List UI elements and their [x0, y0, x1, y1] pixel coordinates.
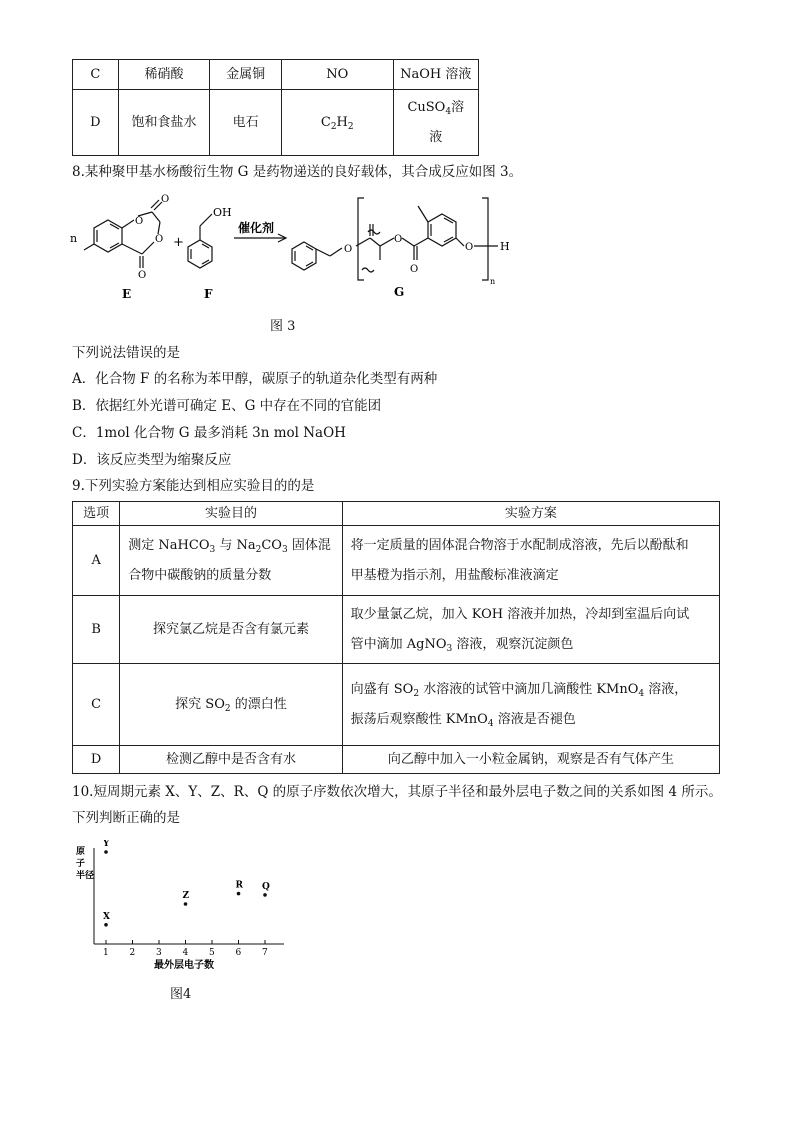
scheme-o-atom: O: [410, 264, 419, 275]
gas-preparation-table: [72, 59, 479, 156]
scheme-n-sub: n: [490, 277, 496, 286]
point-label-q: Q: [262, 881, 270, 892]
text: H: [336, 114, 348, 130]
point-label-z: Z: [182, 891, 190, 901]
scheme-n-label: n: [70, 232, 78, 245]
option-a: A．化合物 F 的名称为苯甲醇，碳原子的轨道杂化类型有两种: [72, 371, 438, 387]
data-point-y: [104, 850, 108, 854]
subscript: 3: [446, 643, 453, 654]
table-cell-purpose: 探究氯乙烷是否含有氯元素: [120, 596, 342, 664]
x-tick-label: 7: [262, 948, 268, 958]
table-cell-gas: NO: [281, 60, 393, 90]
scheme-catalyst: 催化剂: [238, 221, 275, 235]
table-cell-option: B: [73, 596, 120, 664]
y-axis-label-2: 子: [76, 859, 86, 869]
text: 振荡后观察酸性 KMnO: [350, 711, 488, 727]
table-cell-reagent1: 饱和食盐水: [118, 90, 210, 156]
text: 溶液，观察沉淀颜色: [452, 636, 574, 652]
data-points: [102, 840, 270, 927]
x-axis-label: 最外层电子数: [154, 960, 214, 971]
text: 的漂白性: [230, 696, 287, 712]
table-cell-reagent2: 电石: [210, 90, 282, 156]
benzene-ring-e: [94, 220, 122, 252]
option-b: B．依据红外光谱可确定 E、G 中存在不同的官能团: [72, 398, 382, 414]
text: 管中滴加 AgNO: [350, 636, 447, 652]
data-point-r: [237, 892, 241, 896]
text: 将一定质量的固体混合物溶于水配制成溶液，先后以酚酞和: [350, 537, 689, 553]
figure-4-caption: 图4: [170, 987, 192, 1002]
subscript: 4: [638, 688, 645, 699]
table-cell-reagent1: 稀硝酸: [118, 60, 210, 90]
text: 与 Na: [215, 537, 256, 553]
label-e: E: [122, 287, 132, 301]
scheme-oh: OH: [213, 206, 232, 219]
table-cell-plan: 向乙醇中加入一小粒金属钠，观察是否有气体产生: [342, 746, 719, 774]
table-cell-option: C: [73, 60, 119, 90]
subscript: 2: [347, 121, 354, 132]
table-row: [73, 746, 720, 774]
table-cell-option: A: [73, 526, 120, 596]
x-tick-label: 2: [129, 948, 136, 958]
question-9-stem: 9.下列实验方案能达到相应实验目的的是: [72, 478, 315, 494]
table-row: [73, 90, 479, 156]
table-cell-absorbent: [393, 90, 478, 156]
text: 溶液是否褪色: [493, 711, 576, 727]
table-cell-absorbent: NaOH 溶液: [393, 60, 478, 90]
text: 液: [429, 129, 443, 145]
subscript: 2: [413, 688, 420, 699]
label-g: G: [394, 285, 405, 299]
table-header-row: [73, 502, 720, 526]
repeat-bracket-left: [358, 198, 364, 280]
text: CO: [261, 537, 282, 553]
text: 取少量氯乙烷，加入 KOH 溶液并加热，冷却到室温后向试: [350, 606, 690, 622]
experiment-table: [72, 501, 720, 774]
x-tick-label: 1: [103, 948, 109, 958]
scheme-o-atom: O: [161, 194, 170, 205]
table-cell-option: C: [73, 664, 120, 746]
scheme-o-atom: O: [138, 270, 147, 281]
figure-3-caption: 图 3: [270, 319, 296, 334]
text: 合物中碳酸钠的质量分数: [128, 567, 272, 583]
label-f: F: [204, 287, 213, 301]
table-cell-gas: [281, 90, 393, 156]
scheme-o-atom: O: [135, 216, 144, 227]
scheme-h-end: H: [500, 240, 510, 253]
subscript: 2: [330, 121, 337, 132]
x-tick-label: 6: [235, 948, 242, 958]
table-cell-option: D: [73, 90, 119, 156]
scheme-o-atom: O: [155, 234, 164, 245]
subscript: 3: [209, 544, 216, 555]
data-point-z: [184, 902, 188, 906]
text: 向盛有 SO: [350, 681, 414, 697]
reaction-scheme-figure-3: [68, 188, 528, 306]
text: 探究 SO: [175, 696, 225, 712]
option-c: C．1mol 化合物 G 最多消耗 3n mol NaOH: [72, 425, 346, 441]
x-tick-label: 4: [182, 948, 189, 958]
subscript: 4: [445, 106, 452, 117]
subscript: 3: [281, 544, 288, 555]
header-plan: 实验方案: [342, 502, 719, 526]
question-8-prompt: 下列说法错误的是: [72, 345, 180, 361]
x-tick-label: 5: [209, 948, 215, 958]
table-row: [73, 526, 720, 596]
atomic-radius-chart: [72, 840, 292, 980]
subscript: 2: [224, 703, 231, 714]
benzene-ring-f: [188, 240, 212, 268]
table-cell-purpose: 检测乙醇中是否含有水: [120, 746, 342, 774]
point-label-r: R: [235, 880, 243, 891]
option-d: D．该反应类型为缩聚反应: [72, 452, 232, 468]
text: CuSO: [407, 99, 446, 115]
table-cell-plan: [342, 596, 719, 664]
header-purpose: 实验目的: [120, 502, 342, 526]
table-cell-plan: [342, 664, 719, 746]
table-cell-option: D: [73, 746, 120, 774]
table-row: [73, 596, 720, 664]
table-cell-plan: [342, 526, 719, 596]
table-cell-purpose: [120, 526, 342, 596]
text: 测定 NaHCO: [128, 537, 210, 553]
header-option: 选项: [73, 502, 120, 526]
table-cell-purpose: [120, 664, 342, 746]
scheme-plus: +: [173, 235, 184, 250]
table-row: [73, 60, 479, 90]
scheme-o-atom: O: [394, 234, 403, 245]
question-10-prompt: 下列判断正确的是: [72, 810, 180, 826]
table-cell-reagent2: 金属铜: [210, 60, 282, 90]
x-tick-label: 3: [156, 948, 162, 958]
point-label-y: Y: [103, 840, 110, 849]
subscript: 2: [255, 544, 262, 555]
scheme-o-atom: O: [344, 244, 353, 255]
subscript: 4: [487, 718, 494, 729]
scheme-o-atom: O: [465, 242, 474, 253]
text: C: [320, 114, 331, 130]
y-axis-label-1: 原: [76, 847, 86, 857]
text: 固体混: [287, 537, 331, 553]
x-ticks: [103, 940, 268, 958]
data-point-q: [263, 893, 267, 897]
text: 水溶液的试管中滴加几滴酸性 KMnO: [419, 681, 639, 697]
y-axis-label-3: 半径: [76, 871, 95, 881]
question-8-stem: 8.某种聚甲基水杨酸衍生物 G 是药物递送的良好载体，其合成反应如图 3。: [72, 164, 523, 180]
data-point-x: [104, 923, 108, 927]
benzene-ring-g: [428, 214, 456, 246]
text: 溶液，: [644, 681, 688, 697]
text: 溶: [451, 99, 465, 115]
repeat-bracket-right: [482, 198, 488, 280]
text: 甲基橙为指示剂，用盐酸标准液滴定: [350, 567, 559, 583]
question-10-stem: 10.短周期元素 X、Y、Z、R、Q 的原子序数依次增大，其原子半径和最外层电子数之间的关系如图 4 所示。: [72, 784, 722, 800]
point-label-x: X: [103, 911, 110, 922]
table-row: [73, 664, 720, 746]
